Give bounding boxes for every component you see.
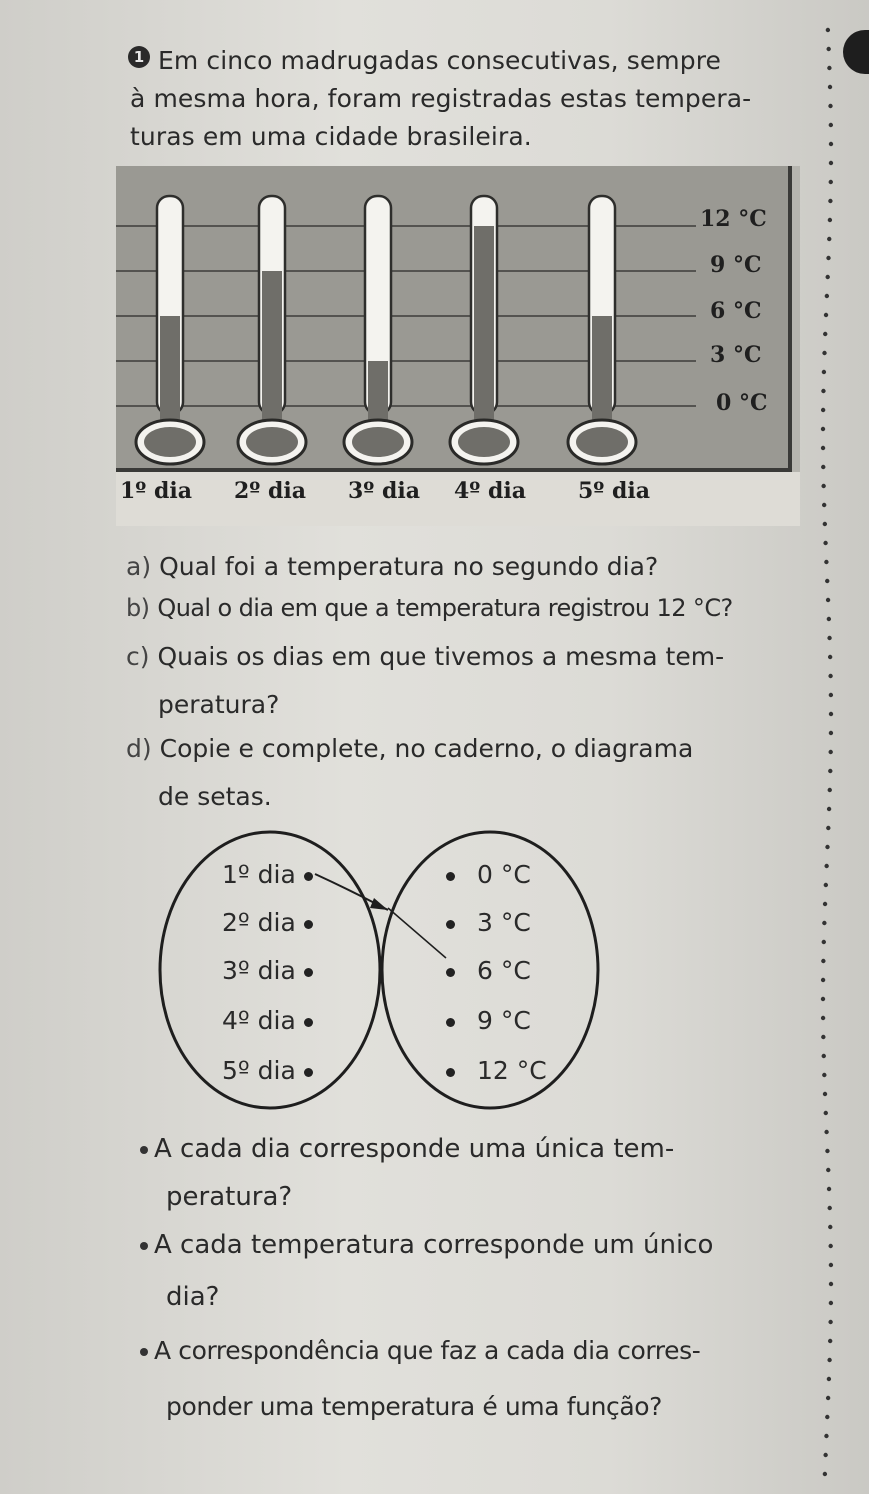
binding-dot <box>822 1054 826 1058</box>
bulb-mercury <box>458 427 510 457</box>
binding-dot <box>824 883 828 887</box>
scale-label-12: 12 °C <box>700 206 767 232</box>
diagram-temp-3: 3 °C <box>446 908 531 937</box>
bullet-2-cont: dia? <box>166 1282 220 1312</box>
binding-dot <box>823 332 827 336</box>
binding-dot <box>829 123 833 127</box>
binding-dot <box>826 256 830 260</box>
binding-dot <box>827 807 831 811</box>
binding-dots <box>811 10 851 1490</box>
binding-dot <box>825 579 829 583</box>
day-label-3: 3º dia <box>348 478 420 504</box>
intro-line: turas em uma cidade brasileira. <box>130 122 532 151</box>
binding-dot <box>821 446 825 450</box>
diagram-temp-12: 12 °C <box>446 1056 547 1085</box>
question-d-cont: de setas. <box>158 782 272 811</box>
mercury-column <box>262 271 282 428</box>
mercury-column <box>368 361 388 428</box>
bullet-1: A cada dia corresponde uma única tem- <box>140 1134 674 1164</box>
diagram-day-3: 3º dia <box>222 956 313 985</box>
diagram-day-1: 1º dia <box>222 860 313 889</box>
binding-dot <box>824 1130 828 1134</box>
binding-dot <box>829 161 833 165</box>
binding-dot <box>829 1263 833 1267</box>
exercise-number-badge: 1 <box>128 46 150 68</box>
bulb-mercury <box>246 427 298 457</box>
bulb-mercury <box>352 427 404 457</box>
binding-dot <box>828 1339 832 1343</box>
binding-dot <box>829 142 833 146</box>
question-a: a) Qual foi a temperatura no segundo dia? <box>126 552 659 581</box>
bulb-mercury <box>144 427 196 457</box>
binding-dot <box>828 655 832 659</box>
binding-dot <box>827 636 831 640</box>
binding-dot <box>828 788 832 792</box>
binding-dot <box>821 1016 825 1020</box>
binding-dot <box>822 503 826 507</box>
binding-dot <box>828 674 832 678</box>
diagram-day-4: 4º dia <box>222 1006 313 1035</box>
diagram-temp-6: 6 °C <box>446 956 531 985</box>
exercise-intro <box>130 42 780 156</box>
question-d: d) Copie e complete, no caderno, o diagrama <box>126 734 694 763</box>
binding-dot <box>823 1453 827 1457</box>
binding-dot <box>829 180 833 184</box>
binding-dot <box>821 484 825 488</box>
bullet-3-cont: ponder uma temperatura é uma função? <box>166 1392 663 1421</box>
binding-dot <box>826 47 830 51</box>
binding-dot <box>826 28 830 32</box>
mercury-column <box>474 226 494 428</box>
binding-dot <box>823 1092 827 1096</box>
binding-dot <box>828 1206 832 1210</box>
diagram-temp-0: 0 °C <box>446 860 531 889</box>
binding-dot <box>822 921 826 925</box>
intro-line: Em cinco madrugadas consecutivas, sempre <box>158 46 722 75</box>
binding-dot <box>824 1111 828 1115</box>
day-label-1: 1º dia <box>120 478 192 504</box>
binding-dot <box>824 1434 828 1438</box>
scale-label-3: 3 °C <box>710 342 762 368</box>
binding-dot <box>828 218 832 222</box>
binding-dot <box>827 66 831 70</box>
binding-dot <box>821 978 825 982</box>
scale-label-6: 6 °C <box>710 298 762 324</box>
binding-dot <box>828 199 832 203</box>
binding-dot <box>828 1225 832 1229</box>
arrow-1-extension <box>388 908 446 958</box>
question-c: c) Quais os dias em que tivemos a mesma tem- <box>126 642 725 671</box>
binding-dot <box>821 1035 825 1039</box>
binding-dot <box>825 1149 829 1153</box>
binding-dot <box>823 541 827 545</box>
binding-dot <box>828 750 832 754</box>
binding-dot <box>827 617 831 621</box>
mercury-column <box>592 316 612 428</box>
binding-dot <box>828 85 832 89</box>
binding-dot <box>828 1320 832 1324</box>
binding-dot <box>826 598 830 602</box>
binding-dot <box>822 370 826 374</box>
arrow-1-head <box>370 898 388 910</box>
arrow-diagram <box>150 830 610 1120</box>
binding-dot <box>821 389 825 393</box>
intro-line: à mesma hora, foram registradas estas tempera- <box>130 84 752 113</box>
binding-dot <box>826 826 830 830</box>
binding-dot <box>822 1073 826 1077</box>
binding-dot <box>824 560 828 564</box>
day-label-5: 5º dia <box>578 478 650 504</box>
question-c-cont: peratura? <box>158 690 280 719</box>
binding-dot <box>821 959 825 963</box>
binding-dot <box>826 1168 830 1172</box>
binding-dot <box>825 275 829 279</box>
binding-dot <box>822 940 826 944</box>
diagram-day-5: 5º dia <box>222 1056 313 1085</box>
binding-dot <box>821 427 825 431</box>
thermometer-figure <box>116 166 800 526</box>
binding-dot <box>822 351 826 355</box>
binding-dot <box>827 237 831 241</box>
bullet-1-cont: peratura? <box>166 1182 293 1212</box>
binding-dot <box>827 1377 831 1381</box>
scale-label-9: 9 °C <box>710 252 762 278</box>
binding-dot <box>821 465 825 469</box>
day-label-2: 2º dia <box>234 478 306 504</box>
binding-dot <box>829 1301 833 1305</box>
binding-dot <box>821 408 825 412</box>
question-b: b) Qual o dia em que a temperatura registrou 12 °C? <box>126 594 733 622</box>
binding-dot <box>824 864 828 868</box>
day-label-4: 4º dia <box>454 478 526 504</box>
binding-dot <box>826 1396 830 1400</box>
binding-dot <box>828 769 832 773</box>
binding-dot <box>825 845 829 849</box>
bullet-2: A cada temperatura corresponde um único <box>140 1230 713 1260</box>
diagram-day-2: 2º dia <box>222 908 313 937</box>
scale-label-0: 0 °C <box>716 390 768 416</box>
mercury-column <box>160 316 180 428</box>
thermometers-svg <box>116 166 800 526</box>
binding-dot <box>829 731 833 735</box>
binding-dot <box>823 902 827 906</box>
binding-dot <box>824 313 828 317</box>
binding-dot <box>828 1244 832 1248</box>
binding-dot <box>823 1472 827 1476</box>
binding-dot <box>827 1187 831 1191</box>
bullet-3: A correspondência que faz a cada dia corres- <box>140 1336 700 1365</box>
binding-dot <box>825 1415 829 1419</box>
bulb-mercury <box>576 427 628 457</box>
binding-dot <box>829 1282 833 1286</box>
binding-dot <box>828 104 832 108</box>
binding-dot <box>829 712 833 716</box>
binding-dot <box>825 294 829 298</box>
binding-dot <box>823 522 827 526</box>
binding-dot <box>821 997 825 1001</box>
binding-dot <box>829 693 833 697</box>
binding-dot <box>827 1358 831 1362</box>
diagram-temp-9: 9 °C <box>446 1006 531 1035</box>
